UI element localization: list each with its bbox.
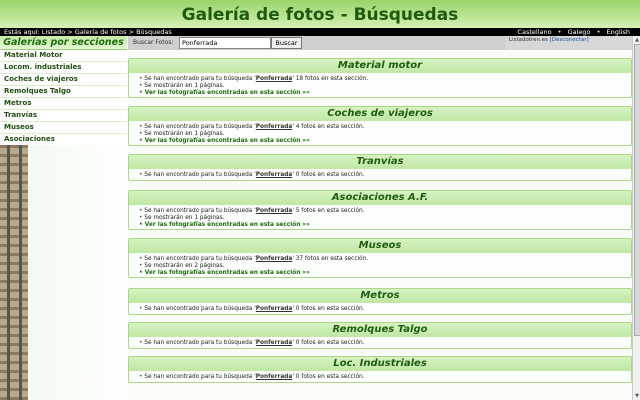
results-panel <box>128 50 632 400</box>
bullet-icon: • <box>139 222 145 228</box>
section-museos <box>128 238 632 278</box>
bullet-icon: • <box>557 28 562 36</box>
header-banner <box>0 0 640 28</box>
bullet-icon: • <box>139 208 145 214</box>
view-photos-link[interactable]: • Ver las fotografías encontradas en esta sección »» <box>139 90 310 96</box>
section-tranvias <box>128 154 632 181</box>
found-line: • Se han encontrado para tu búsqueda 'Ponferrada' 37 fotos en esta sección. <box>139 256 369 262</box>
section-loc-industriales <box>128 356 632 383</box>
sidebar-item-locom-industriales[interactable]: Locom. industriales <box>0 62 127 74</box>
bullet-icon: • <box>139 263 145 269</box>
section-metros <box>128 288 632 315</box>
view-photos-link[interactable]: • Ver las fotografías encontradas en esta sección »» <box>139 138 310 144</box>
bullet-icon: • <box>139 90 145 96</box>
bullet-icon: • <box>139 76 145 82</box>
breadcrumb-bar <box>0 28 640 36</box>
query-term: Ponferrada <box>255 76 293 82</box>
bullet-icon: • <box>139 256 145 262</box>
lang-castellano[interactable]: Castellano <box>517 28 552 36</box>
search-button[interactable]: Buscar <box>271 37 302 49</box>
lang-galego[interactable]: Galego <box>567 28 591 36</box>
bullet-icon: • <box>139 215 145 221</box>
section-title: Coches de viajeros <box>129 107 631 121</box>
scroll-up-icon[interactable]: ▲ <box>635 37 639 43</box>
bullet-icon: • <box>596 28 601 36</box>
bullet-icon: • <box>139 131 145 137</box>
language-selector <box>513 28 630 36</box>
sidebar-item-tranvias[interactable]: Tranvías <box>0 110 127 122</box>
found-line: • Se han encontrado para tu búsqueda 'Ponferrada' 0 fotos en esta sección. <box>139 374 365 380</box>
section-coches-viajeros <box>128 106 632 146</box>
pages-line: • Se mostrarán en 1 páginas. <box>139 83 225 89</box>
found-line: • Se han encontrado para tu búsqueda 'Ponferrada' 0 fotos en esta sección. <box>139 340 365 346</box>
railway-track-decoration <box>0 145 28 400</box>
sidebar-background <box>28 145 127 400</box>
disconnect-link[interactable]: [Desconectar] <box>549 37 589 43</box>
pages-line: • Se mostrarán en 1 páginas. <box>139 131 225 137</box>
scroll-thumb[interactable] <box>634 44 640 336</box>
double-arrow-icon: »» <box>302 90 310 96</box>
section-title: Tranvías <box>129 155 631 169</box>
section-title: Remolques Talgo <box>129 323 631 337</box>
bullet-icon: • <box>139 340 145 346</box>
found-line: • Se han encontrado para tu búsqueda 'Ponferrada' 5 fotos en esta sección. <box>139 208 365 214</box>
search-bar <box>128 36 506 50</box>
query-term: Ponferrada <box>255 172 293 178</box>
found-line: • Se han encontrado para tu búsqueda 'Ponferrada' 4 fotos en esta sección. <box>139 124 365 130</box>
bullet-icon: • <box>139 83 145 89</box>
bullet-icon: • <box>139 172 145 178</box>
section-title: Asociaciones A.F. <box>129 191 631 205</box>
section-title: Museos <box>129 239 631 253</box>
query-term: Ponferrada <box>255 340 293 346</box>
search-label: Buscar Fotos: <box>133 39 174 46</box>
bullet-icon: • <box>139 270 145 276</box>
site-name: Listadotren.es <box>509 37 549 43</box>
view-photos-link[interactable]: • Ver las fotografías encontradas en esta sección »» <box>139 270 310 276</box>
double-arrow-icon: »» <box>302 138 310 144</box>
found-line: • Se han encontrado para tu búsqueda 'Ponferrada' 0 fotos en esta sección. <box>139 306 365 312</box>
sidebar-item-metros[interactable]: Metros <box>0 98 127 110</box>
sidebar-item-material-motor[interactable]: Material Motor <box>0 50 127 62</box>
user-box <box>506 36 635 50</box>
bullet-icon: • <box>139 374 145 380</box>
section-material-motor <box>128 58 632 98</box>
breadcrumb: Estás aquí: Listado > Galería de fotos > Búsquedas <box>4 28 172 36</box>
found-line: • Se han encontrado para tu búsqueda 'Ponferrada' 0 fotos en esta sección. <box>139 172 365 178</box>
sidebar-title: Galerías por secciones <box>0 36 127 50</box>
sidebar-item-museos[interactable]: Museos <box>0 122 127 134</box>
query-term: Ponferrada <box>255 256 293 262</box>
double-arrow-icon: »» <box>302 270 310 276</box>
found-line: • Se han encontrado para tu búsqueda 'Ponferrada' 18 fotos en esta sección. <box>139 76 369 82</box>
section-remolques-talgo <box>128 322 632 349</box>
pages-line: • Se mostrarán en 1 páginas. <box>139 215 225 221</box>
lang-english[interactable]: English <box>606 28 630 36</box>
pages-line: • Se mostrarán en 2 páginas. <box>139 263 225 269</box>
section-title: Metros <box>129 289 631 303</box>
query-term: Ponferrada <box>255 374 293 380</box>
scroll-down-icon[interactable]: ▼ <box>635 393 639 399</box>
query-term: Ponferrada <box>255 306 293 312</box>
sidebar-item-remolques-talgo[interactable]: Remolques Talgo <box>0 86 127 98</box>
section-title: Loc. Industriales <box>129 357 631 371</box>
sidebar-item-coches-viajeros[interactable]: Coches de viajeros <box>0 74 127 86</box>
bullet-icon: • <box>139 124 145 130</box>
double-arrow-icon: »» <box>302 222 310 228</box>
sidebar-item-asociaciones[interactable]: Asociaciones <box>0 134 127 146</box>
query-term: Ponferrada <box>255 208 293 214</box>
section-asociaciones <box>128 190 632 230</box>
section-title: Material motor <box>129 59 631 73</box>
page-title: Galería de fotos - Búsquedas <box>181 5 459 25</box>
query-term: Ponferrada <box>255 124 293 130</box>
bullet-icon: • <box>139 306 145 312</box>
search-input[interactable] <box>179 37 271 49</box>
scrollbar[interactable] <box>632 36 640 400</box>
view-photos-link[interactable]: • Ver las fotografías encontradas en esta sección »» <box>139 222 310 228</box>
bullet-icon: • <box>139 138 145 144</box>
